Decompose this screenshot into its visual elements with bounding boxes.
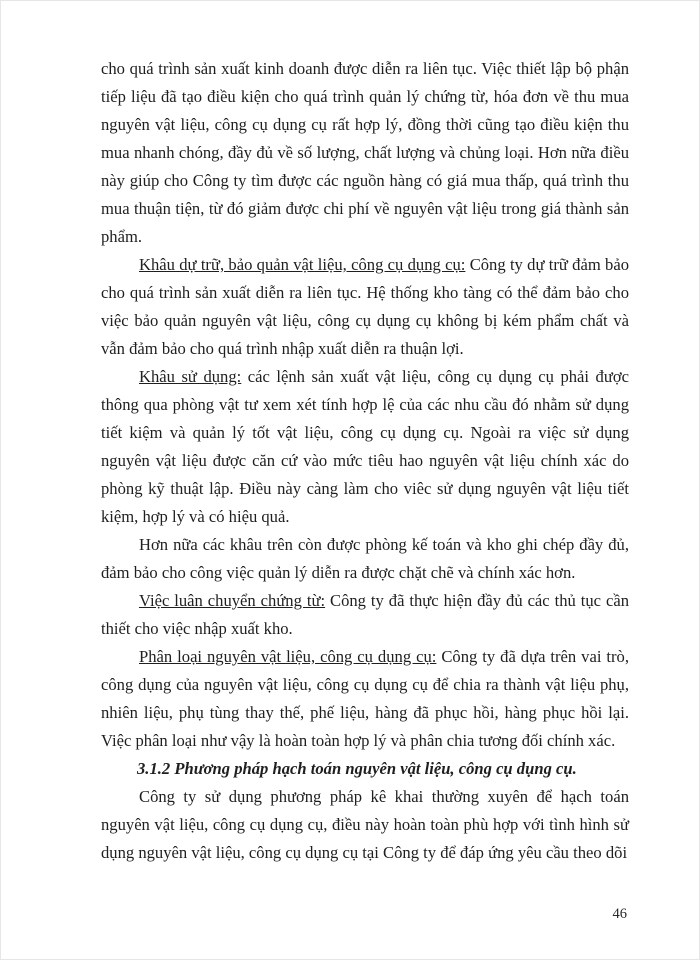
paragraph-text: cho quá trình sản xuất kinh doanh được diễn ra liên tục. Việc thiết lập bộ phận tiếp liệu đã tạo điều kiện cho quá trình quản lý chứng từ, hóa đơn về thu mua nguyên vật liệu, công cụ dụng cụ rất hợp lý, đồng thời cũng tạo điều kiện thu mua nhanh chóng, đầy đủ về số lượng, chất lượng và chủng loại. Hơn nữa điều này giúp cho Công ty tìm được các nguồn hàng có giá mua thấp, quá trình thu mua thuận tiện, từ đó giảm được chi phí về nguyên vật liệu trong giá thành sản phẩm.	[101, 59, 629, 246]
paragraph	[101, 363, 629, 531]
page-number: 46	[612, 906, 627, 922]
paragraph-text: Hơn nữa các khâu trên còn được phòng kế toán và kho ghi chép đầy đủ, đảm bảo cho công việc quản lý diễn ra được chặt chẽ và chính xác hơn.	[101, 535, 629, 582]
page-content	[101, 55, 629, 867]
paragraph-text: Công ty đã dựa trên vai trò, công dụng của nguyên vật liệu, công cụ dụng cụ để chia ra thành vật liệu phụ, nhiên liệu, phụ tùng thay thế, phế liệu, hàng đã phục hồi, hàng phục hồi lại. Việc phân loại như vậy là hoàn toàn hợp lý và phân chia tương đối chính xác.	[101, 647, 630, 750]
paragraph-text: Công ty đã thực hiện đầy đủ các thủ tục cần thiết cho việc nhập xuất kho.	[101, 591, 630, 638]
section-heading: 3.1.2 Phương pháp hạch toán nguyên vật liệu, công cụ dụng cụ.	[137, 759, 577, 778]
paragraph	[101, 251, 629, 363]
paragraph-text: Công ty sử dụng phương pháp kê khai thường xuyên để hạch toán nguyên vật liệu, công cụ dụng cụ, điều này hoàn toàn phù hợp với tình hình sử dụng nguyên vật liệu, công cụ dụng cụ tại Công ty để đáp ứng yêu cầu theo dõi	[101, 787, 629, 862]
paragraph	[101, 587, 629, 643]
paragraph	[101, 531, 629, 587]
paragraph-text: Công ty dự trữ đảm bảo cho quá trình sản xuất diễn ra liên tục. Hệ thống kho tàng có thể đảm bảo cho việc bảo quản nguyên vật liệu, công cụ dụng cụ không bị kém phẩm chất và vẫn đảm bảo cho quá trình nhập xuất diễn ra thuận lợi.	[101, 255, 629, 358]
underlined-lead: Khâu dự trữ, bảo quản vật liệu, công cụ dụng cụ:	[139, 255, 466, 274]
underlined-lead: Việc luân chuyển chứng từ:	[139, 591, 326, 610]
underlined-lead: Khâu sử dụng:	[139, 367, 242, 386]
paragraph-text: các lệnh sản xuất vật liệu, công cụ dụng cụ phải được thông qua phòng vật tư xem xét tính hợp lệ của các nhu cầu đó nhằm sử dụng tiết kiệm và quản lý tốt vật liệu, công cụ dụng cụ. Ngoài ra việc sử dụng nguyên vật liệu được căn cứ vào mức tiêu hao nguyên vật liệu chính xác do phòng kỹ thuật lập. Điều này càng làm cho viêc sử dụng nguyên vật liệu tiết kiệm, hợp lý và có hiệu quả.	[101, 367, 629, 526]
underlined-lead: Phân loại nguyên vật liệu, công cụ dụng cụ:	[139, 647, 437, 666]
paragraph	[101, 783, 629, 867]
paragraph	[101, 643, 629, 755]
paragraph	[101, 55, 629, 251]
